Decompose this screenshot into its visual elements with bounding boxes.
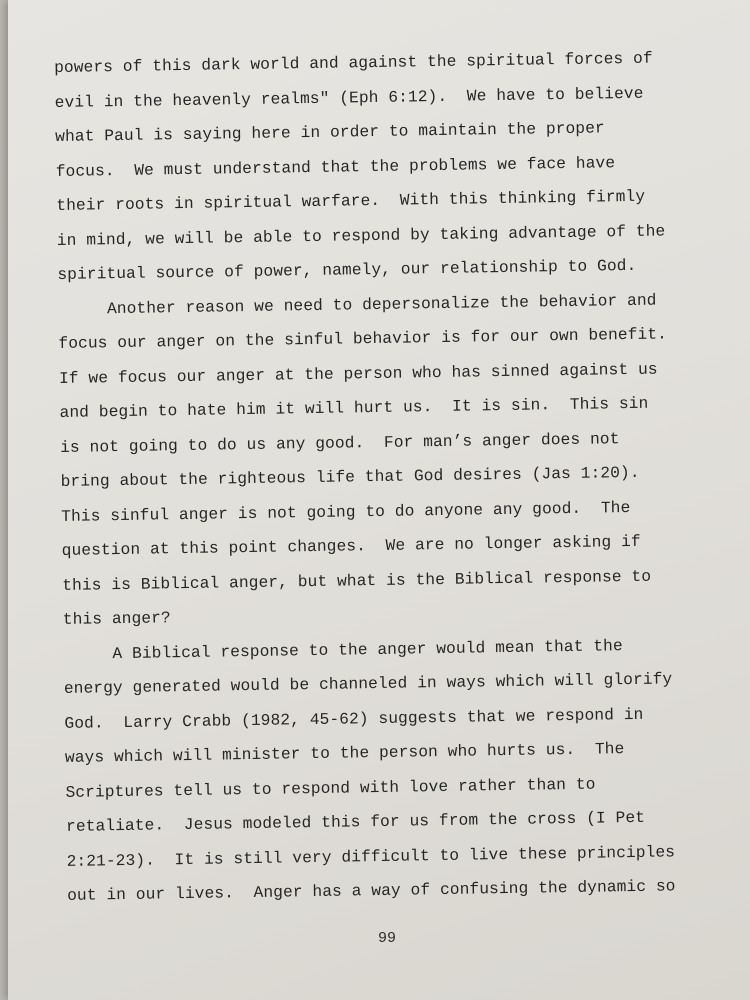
text-line: in mind, we will be able to respond by taking advantage of the xyxy=(56,221,666,250)
text-line: This sinful anger is not going to do anyone any good. The xyxy=(61,498,631,526)
text-line: If we focus our anger at the person who has sinned against us xyxy=(58,360,658,388)
text-line: ways which will minister to the person who hurts us. The xyxy=(64,740,625,767)
text-line: their roots in spiritual warfare. With this thinking firmly xyxy=(56,187,646,215)
text-line: question at this point changes. We are no longer asking if xyxy=(61,532,641,560)
text-line: this anger? xyxy=(62,609,171,629)
text-line: God. Larry Crabb (1982, 45-62) suggests that we respond in xyxy=(64,705,644,733)
text-line: is not going to do us any good. For man’s anger does not xyxy=(59,429,620,457)
text-line: energy generated would be channeled in ways which will glorify xyxy=(63,670,673,698)
text-line: and begin to hate him it will hurt us. It is sin. This sin xyxy=(59,394,649,422)
text-line: Scriptures tell us to respond with love rather than to xyxy=(65,775,596,802)
page-number: 99 xyxy=(378,930,397,947)
text-line: powers of this dark world and against the spiritual forces of xyxy=(54,49,653,77)
body-text xyxy=(54,48,714,905)
book-page xyxy=(8,0,750,1000)
text-line: spiritual source of power, namely, our relationship to God. xyxy=(57,256,637,284)
text-line: focus. We must understand that the problems we face have xyxy=(55,153,616,181)
text-line: evil in the heavenly realms" (Eph 6:12). We have to believe xyxy=(54,84,644,112)
text-line: focus our anger on the sinful behavior is for our own benefit. xyxy=(58,325,668,353)
text-line: 2:21-23). It is still very difficult to live these principles xyxy=(66,842,676,871)
text-line: this is Biblical anger, but what is the Biblical response to xyxy=(62,567,652,595)
text-line: bring about the righteous life that God desires (Jas 1:20). xyxy=(60,463,640,491)
text-line: what Paul is saying here in order to maintain the proper xyxy=(55,119,605,146)
text-line: out in our lives. Anger has a way of confusing the dynamic so xyxy=(67,877,676,905)
text-line: A Biblical response to the anger would mean that the xyxy=(63,636,623,664)
text-line: Another reason we need to depersonalize the behavior and xyxy=(57,291,657,319)
text-line: retaliate. Jesus modeled this for us from the cross (I Pet xyxy=(65,808,646,836)
